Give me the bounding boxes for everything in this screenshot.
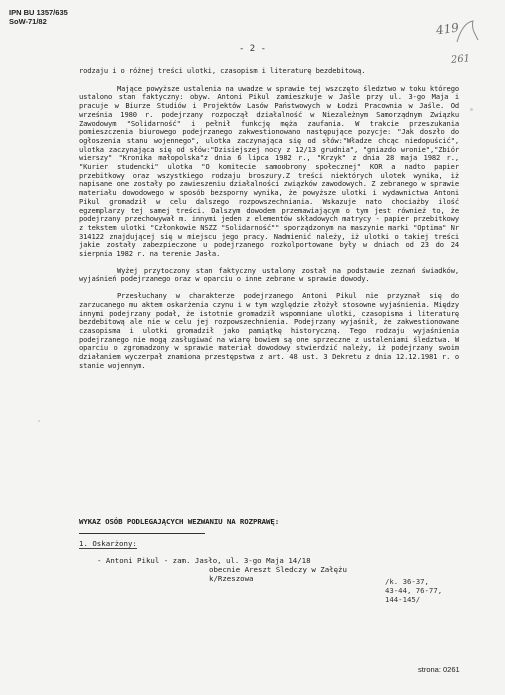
file-ref-1: /k. 36-37, <box>385 577 429 586</box>
accused-section-label <box>79 539 137 548</box>
divider <box>79 533 205 534</box>
accused-label-text: 1. Oskarżony: <box>79 539 137 548</box>
paragraph-3: Wyżej przytoczony stan faktyczny ustalony został na podstawie zeznań świadków, wyjaśnień podejrzanego oraz w oparciu o inne zebrane w sprawie dowody. <box>79 265 459 284</box>
page-footer: strona: 0261 <box>418 665 460 674</box>
file-references <box>385 578 495 604</box>
body-text <box>79 67 459 379</box>
accused-location: k/Rzeszowa <box>209 574 254 583</box>
handwritten-number: 419 <box>435 20 460 38</box>
page-number: - 2 - <box>238 44 267 54</box>
archive-signature: IPN BU 1357/635 <box>9 8 68 17</box>
archive-stamp <box>9 8 68 26</box>
paper-speck <box>470 108 473 111</box>
paragraph-2: Mające powyższe ustalenia na uwadze w sprawie tej wszczęto śledztwo w toku którego ustalono stan faktyczny: obyw. Antoni Pikul zamieszkuje w Jaśle przy ul. 3-go Maja i pracuje w Biurze Studiów i Projektów Lasów Państwowych w Łodzi Pracownia w Jaśle. Od września 1980 r. podejrzany rozpoczął działalność w Niezależnym Samorządnym Związku Zawodowym "Solidarność" i pełnił funkcję męża zaufania. W trakcie przeszukania pomieszczenia biurowego podejrzanego zakwestionowano następujące pozycje: "Jak doszło do ogłoszenia stanu wojennego", ulotka zaczynająca się od słów:"Władze chcąc niedopuścić", ulotka zaczynająca się od słów:"Dzisiejszej nocy z 12/13 grudnia", "gniazdo wronie","Zbiór wierszy" "Kronika małopolska"z dnia 6 lipca 1982 r., "Krzyk" z dnia 28 maja 1982 r., "Kurier studencki" ulotka "O komitecie samoobrony społecznej" KOR a nadto papier przebitkowy oraz wszystkiego rodzaju broszury.Z treści niektórych ulotek wynika, iż napisane one zostały po zawieszeniu działalności związków zawodowych. Z zebranego w sprawie materiału dowodowego w sposób bezsporny wynika, że powyższe ulotki i wydawnictwa Antoni Pikul gromadził w celu dalszego rozpowszechniania. Wskazuje nato chociażby ilość egzemplarzy tej samej treści. Dalszym dowodem przemawiającym o tym jest również to, że podejrzany przechowywał m. innymi jeden z elementów składowych matrycy - papier przebitkowy z tekstem ulotki "Członkowie NSZZ "Solidarność"" sporządzonym na maszynie marki "Optima" Nr 314122 znajdującej się w miejscu jego pracy. Nadmienić należy, iż ulotki o takiej treści jakie zostały zabezpieczone u podejrzanego rozkolportowane były w dniach od 23 do 24 sierpnia 1982 r. na terenie Jasła. <box>79 83 459 259</box>
paper-speck <box>38 420 40 422</box>
accused-name-address: - Antoni Pikul - zam. Jasło, ul. 3-go Maja 14/18 <box>97 556 311 565</box>
file-ref-2: 43-44, 76-77, <box>385 585 443 595</box>
accused-detention: obecnie Areszt Śledczy w Załężu <box>209 565 347 574</box>
accused-entry <box>97 556 347 583</box>
paragraph-1: rodzaju i o różnej treści ulotki, czasopism i literaturę bezdebitową. <box>79 66 366 75</box>
file-ref-3: 144-145/ <box>385 594 421 604</box>
case-number: SoW-71/82 <box>9 17 47 26</box>
witness-list-heading: WYKAZ OSÓB PODLEGAJĄCYCH WEZWANIU NA ROZPRAWĘ: <box>79 517 280 526</box>
handwritten-number-secondary: 261 <box>450 53 471 66</box>
paragraph-4: Przesłuchany w charakterze podejrzanego Antoni Pikul nie przyznał się do zarzucanego mu aktem oskarżenia czynu i w tym względzie złożył stosowne wyjaśnienia. Między innymi podejrzany podał, że istotnie gromadził wspomniane ulotki, czasopisma i literaturę bezdebitową ale nie w celu jej rozpowszechnienia. Podejrzany wyjaśnił, że zakwestionowane czasopisma i ulotki gromadził jako pamiątkę historyczną. Tego rodzaju wyjaśnienia podejrzanego nie mogą zasługiwać na wiarę bowiem są one sprzeczne z ustaleniami śledztwa. W oparciu o zgromadzony w sprawie materiał dowodowy stwierdzić należy, iż podejrzany swoim działaniem wyczerpał znamiona przestępstwa z art. 48 ust. 3 Dekretu z dnia 12.12.1981 r. o stanie wojennym. <box>79 291 459 370</box>
